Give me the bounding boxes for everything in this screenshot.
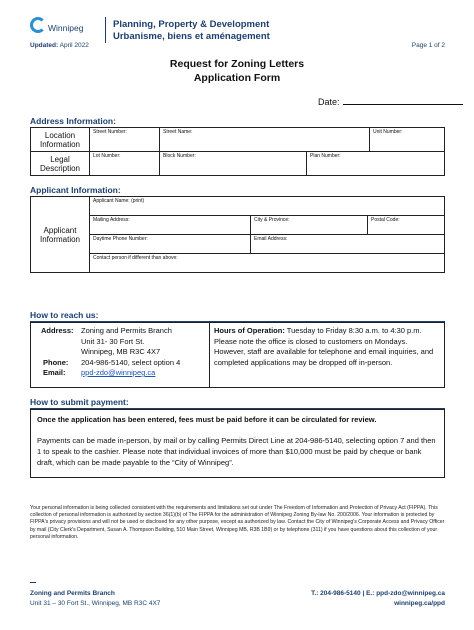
header-divider <box>105 17 106 43</box>
applicant-name-field[interactable]: Applicant Name: (print) <box>90 197 445 216</box>
daytime-phone-field[interactable]: Daytime Phone Number: <box>90 235 251 254</box>
header-title-fr: Urbanisme, biens et aménagement <box>113 31 270 42</box>
address-label: Address: <box>41 326 74 335</box>
postal-code-field[interactable]: Postal Code: <box>368 216 445 235</box>
page-number: Page 1 of 2 <box>411 42 445 49</box>
footer-address: Unit 31 – 30 Fort St., Winnipeg, MB R3C 4X7 <box>30 600 161 607</box>
date-label: Date: <box>318 97 340 107</box>
address-line1: Zoning and Permits Branch <box>81 326 172 335</box>
applicant-section-heading: Applicant Information: <box>30 185 445 197</box>
footer-rule <box>30 582 36 583</box>
footer-contact[interactable]: T.: 204-986-5140 | E.: ppd-zdo@winnipeg.ca <box>311 590 445 597</box>
payment-section-heading: How to submit payment: <box>30 397 445 409</box>
email-address-field[interactable]: Email Address: <box>251 235 445 254</box>
hours-label: Hours of Operation: <box>214 326 285 335</box>
footer-website[interactable]: winnipeg.ca/ppd <box>394 600 445 607</box>
privacy-notice: Your personal information is being collected consistent with the requirements and limitations set out under The Freedom of Information and Protection of Privacy Act (FIPPA). This collection of personal information is authorized by section 36(1)(b) of The FIPPA for the administration of Winnipeg Zoning By-law No. 200/2006. Your information is protected by FIPPA's privacy provisions and will not be used or disclosed for any other purpose, except as authorized by law. Contact the City of Winnipeg's Corporate Access and Privacy Officer by mail (City Clerk's Department, Susan A. Thompson Building, 510 Main Street, Winnipeg MB, R3B 1B9) or by telephone (311) if you have questions about this collection of your personal information. <box>30 505 445 540</box>
hours-text: Tuesday to Friday 8:30 a.m. to 4:30 p.m. Please note the office is closed to customers on Mondays. However, staff are available for telephone and email inquiries, and completed applications may be dropped off in-person. <box>214 326 434 367</box>
form-title: Request for Zoning Letters <box>169 58 305 70</box>
address-line3: Winnipeg, MB R3C 4X7 <box>81 347 161 356</box>
reach-box <box>30 322 445 388</box>
phone-label: Phone: <box>43 357 69 367</box>
block-number-field[interactable]: Block Number: <box>160 152 307 176</box>
lot-number-field[interactable]: Lot Number: <box>90 152 160 176</box>
contact-details <box>31 323 210 387</box>
reach-section-heading: How to reach us: <box>30 310 445 322</box>
winnipeg-logo <box>30 17 98 39</box>
city-province-field[interactable]: City & Province: <box>251 216 368 235</box>
updated-date <box>30 42 89 49</box>
payment-notice: Once the application has been entered, fees must be paid before it can be circulated for review. <box>37 415 377 424</box>
form-subtitle: Application Form <box>193 72 281 84</box>
email-label: Email: <box>43 368 66 377</box>
header-title-en: Planning, Property & Development <box>113 19 270 30</box>
logo-text: Winnipeg <box>48 23 84 33</box>
updated-label: Updated: <box>30 42 59 49</box>
page-header <box>30 15 450 45</box>
date-field[interactable] <box>318 96 463 107</box>
phone-value: 204-986-5140, select option 4 <box>81 357 181 367</box>
address-line2: Unit 31- 30 Fort St. <box>81 336 145 346</box>
applicant-table <box>30 196 445 273</box>
address-table <box>30 127 445 176</box>
updated-value: April 2022 <box>59 42 89 49</box>
winnipeg-logo-icon <box>30 17 46 33</box>
date-input-line[interactable] <box>343 96 463 105</box>
plan-number-field[interactable]: Plan Number: <box>307 152 445 176</box>
contact-person-field[interactable]: Contact person if different than above: <box>90 254 445 273</box>
payment-body: Payments can be made in-person, by mail or by calling Permits Direct Line at 204-986-5140, selecting option 7 and then 1 to speak to the cashier. Please note that individual invoices of more than $10,000 must be paid by cheque or bank draft, which can be made payable to the “City of Winnipeg”. <box>37 436 436 467</box>
street-name-field[interactable]: Street Name: <box>160 128 370 152</box>
street-number-field[interactable]: Street Number: <box>90 128 160 152</box>
email-link[interactable]: ppd-zdo@winnipeg.ca <box>81 368 156 377</box>
unit-number-field[interactable]: Unit Number: <box>370 128 445 152</box>
mailing-address-field[interactable]: Mailing Address: <box>90 216 251 235</box>
legal-label: Legal Description <box>31 152 90 176</box>
applicant-label: Applicant Information <box>31 197 90 273</box>
address-section-heading: Address Information: <box>30 116 445 128</box>
payment-box <box>30 409 445 478</box>
location-label: Location Information <box>31 128 90 152</box>
footer-branch: Zoning and Permits Branch <box>30 590 115 597</box>
hours-of-operation <box>214 326 439 368</box>
